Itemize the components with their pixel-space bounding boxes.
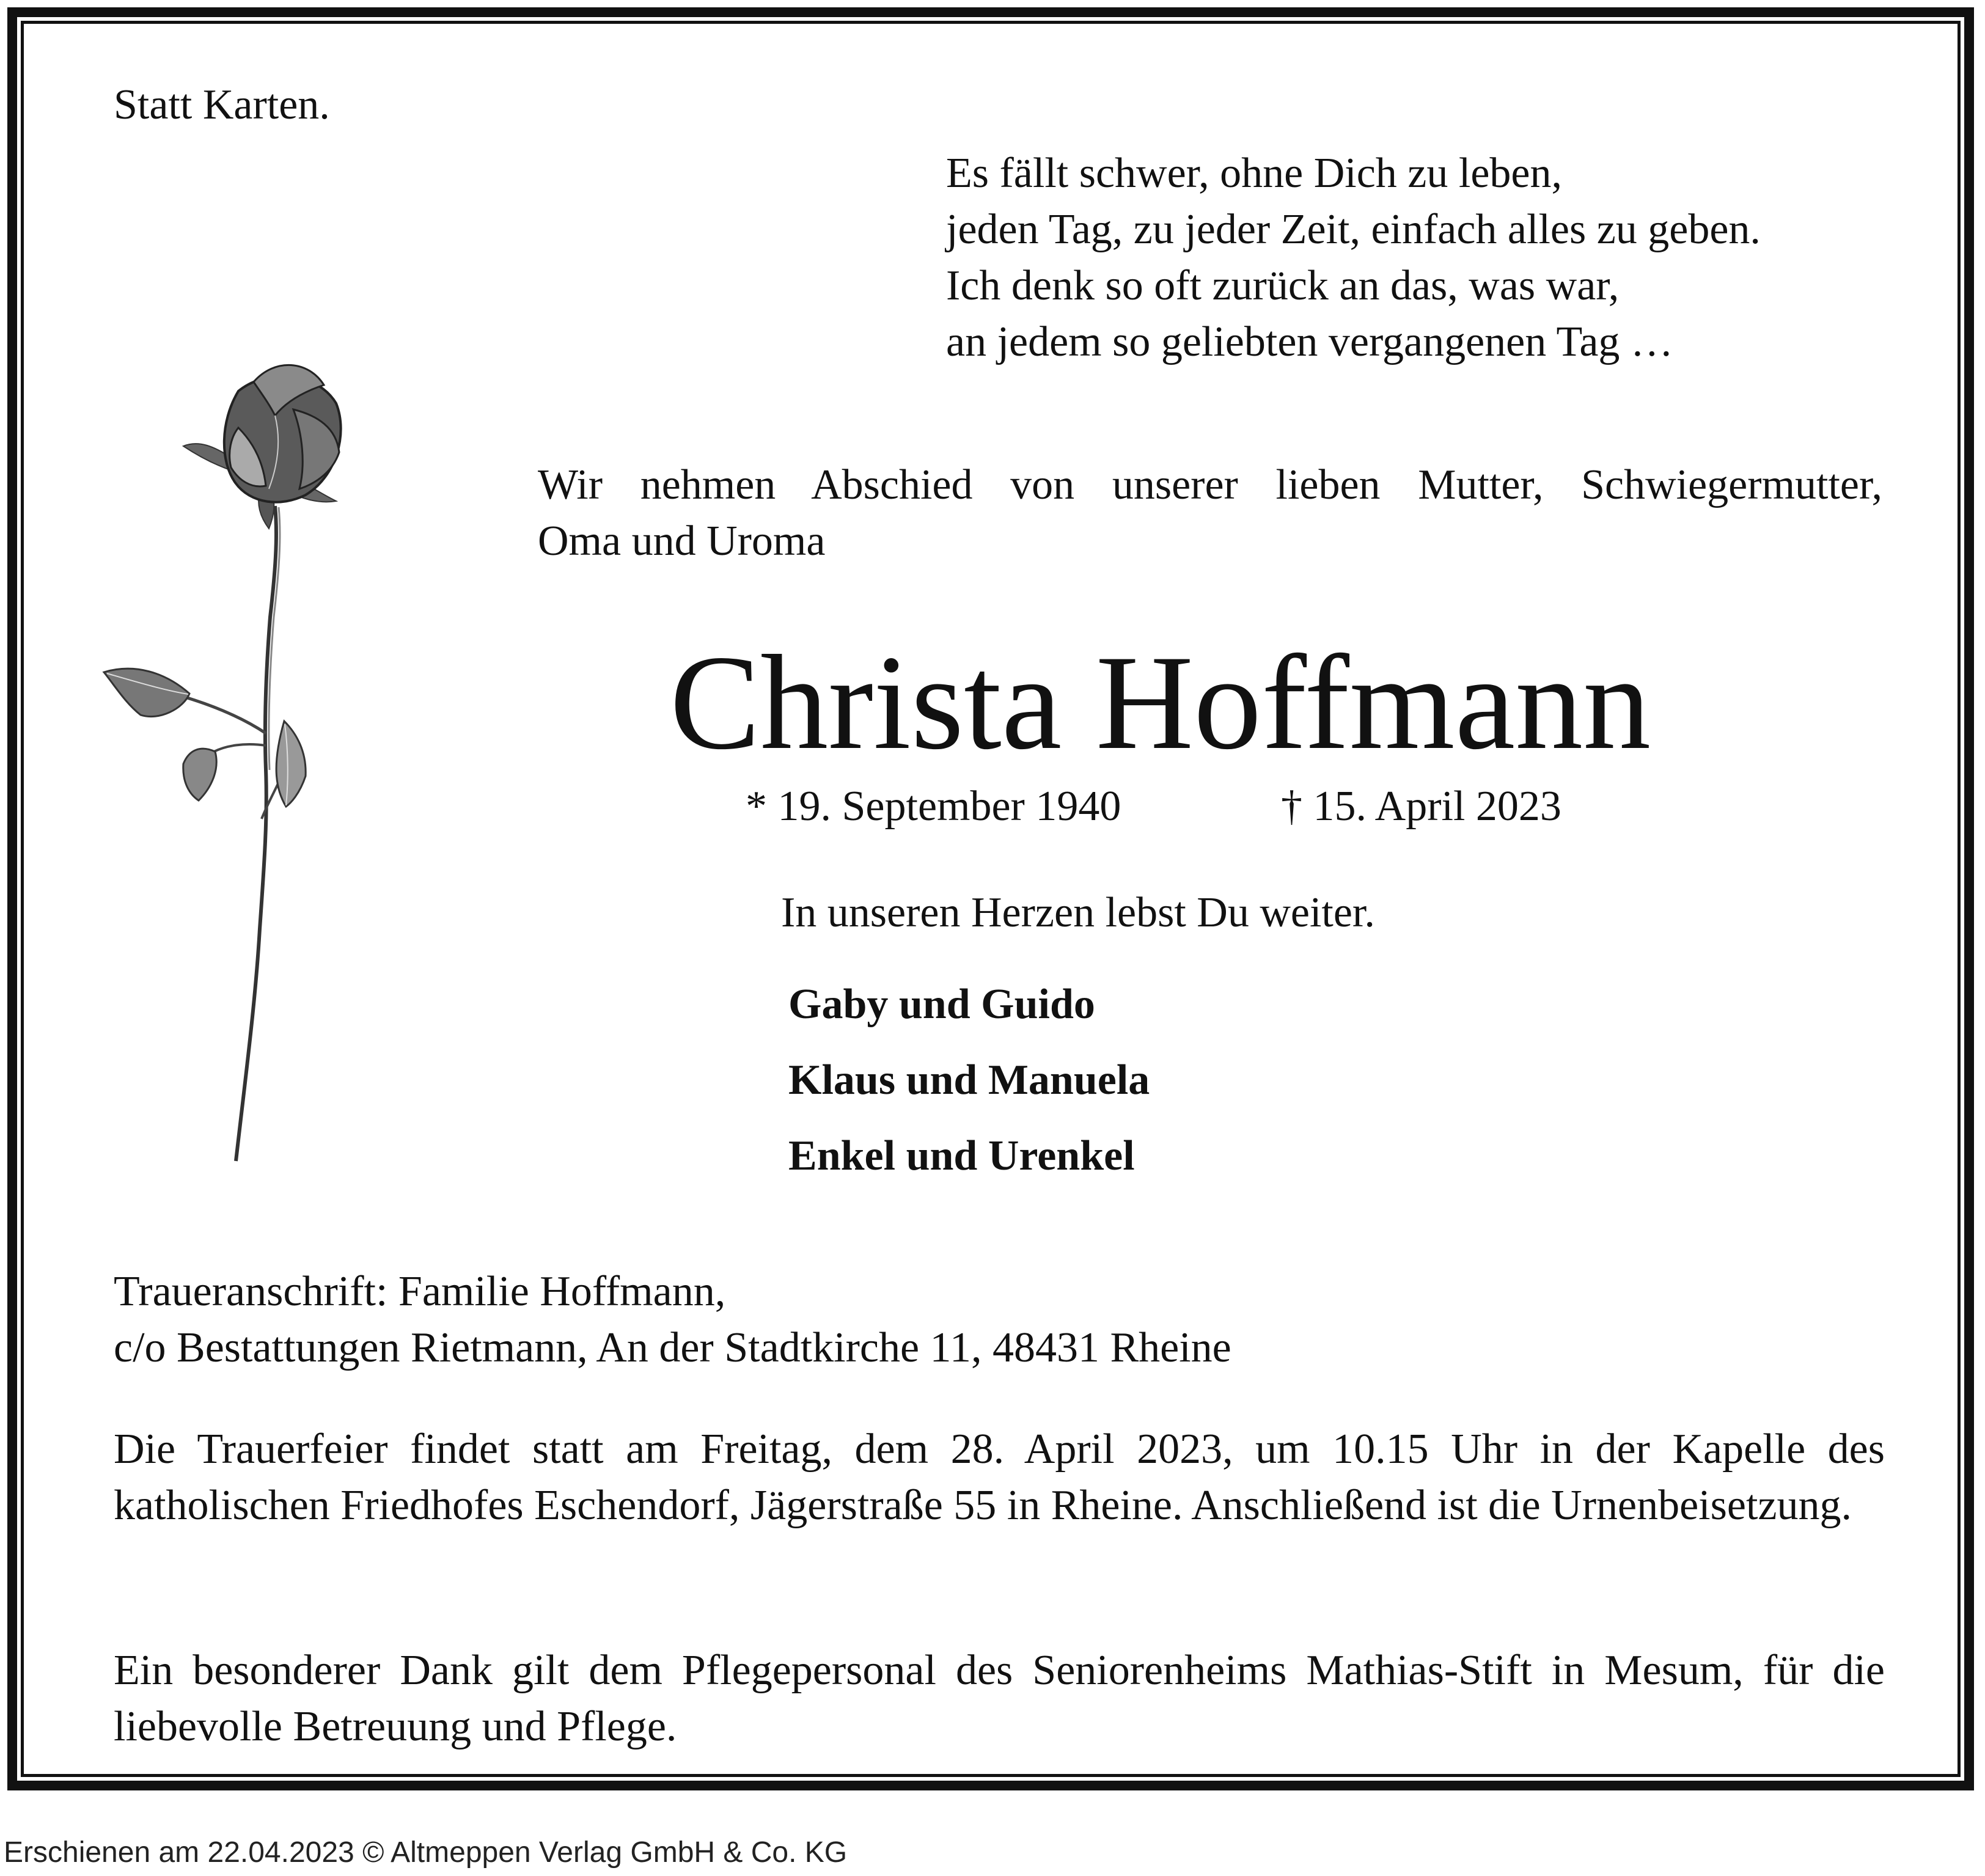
rose-leaf-mid (183, 749, 216, 801)
poem-line: jeden Tag, zu jeder Zeit, einfach alles zu geben. (946, 206, 1761, 253)
rose-stem (236, 506, 276, 1161)
motto: In unseren Herzen lebst Du weiter. (781, 889, 1375, 936)
address-line: Traueranschrift: Familie Hoffmann, (114, 1268, 726, 1315)
birth-date: * 19. September 1940 (746, 783, 1121, 830)
mourning-address (114, 1264, 1231, 1376)
poem-line: Es fällt schwer, ohne Dich zu leben, (946, 150, 1562, 197)
intro-text (538, 457, 1882, 570)
poem-line: an jedem so geliebten vergangenen Tag … (946, 318, 1673, 365)
ceremony-info: Die Trauerfeier findet statt am Freitag, dem 28. April 2023, um 10.15 Uhr in der Kapelle des katholischen Friedhofes Eschendorf, Jägerstraße 55 in Rheine. Anschließend ist die Urnenbeisetzung. (114, 1426, 1885, 1529)
thanks-note: Ein besonderer Dank gilt dem Pflegepersonal des Seniorenheims Mathias-Stift in Mesum, für die liebevolle Betreuung und Pflege. (114, 1647, 1885, 1750)
family-line: Enkel und Urenkel (788, 1132, 1135, 1179)
address-line: c/o Bestattungen Rietmann, An der Stadtkirche 11, 48431 Rheine (114, 1324, 1231, 1371)
death-date: † 15. April 2023 (1281, 783, 1561, 830)
rose-illustration (92, 354, 397, 1173)
poem (946, 145, 1761, 370)
rose-branch-lower (214, 744, 266, 752)
publication-footer: Erschienen am 22.04.2023 © Altmeppen Verlag GmbH & Co. KG (4, 1836, 848, 1869)
intro-line: Oma und Uroma (538, 518, 826, 565)
family-line: Klaus und Manuela (788, 1057, 1150, 1104)
rose-leaf-right (276, 721, 306, 807)
poem-line: Ich denk so oft zurück an das, was war, (946, 262, 1620, 309)
header-line: Statt Karten. (114, 81, 330, 128)
deceased-name: Christa Hoffmann (670, 628, 1651, 778)
intro-line: Wir nehmen Abschied von unserer lieben Mutter, Schwiegermutter, (538, 461, 1882, 508)
rose-branch-left (183, 697, 266, 733)
family-line: Gaby und Guido (788, 981, 1095, 1028)
